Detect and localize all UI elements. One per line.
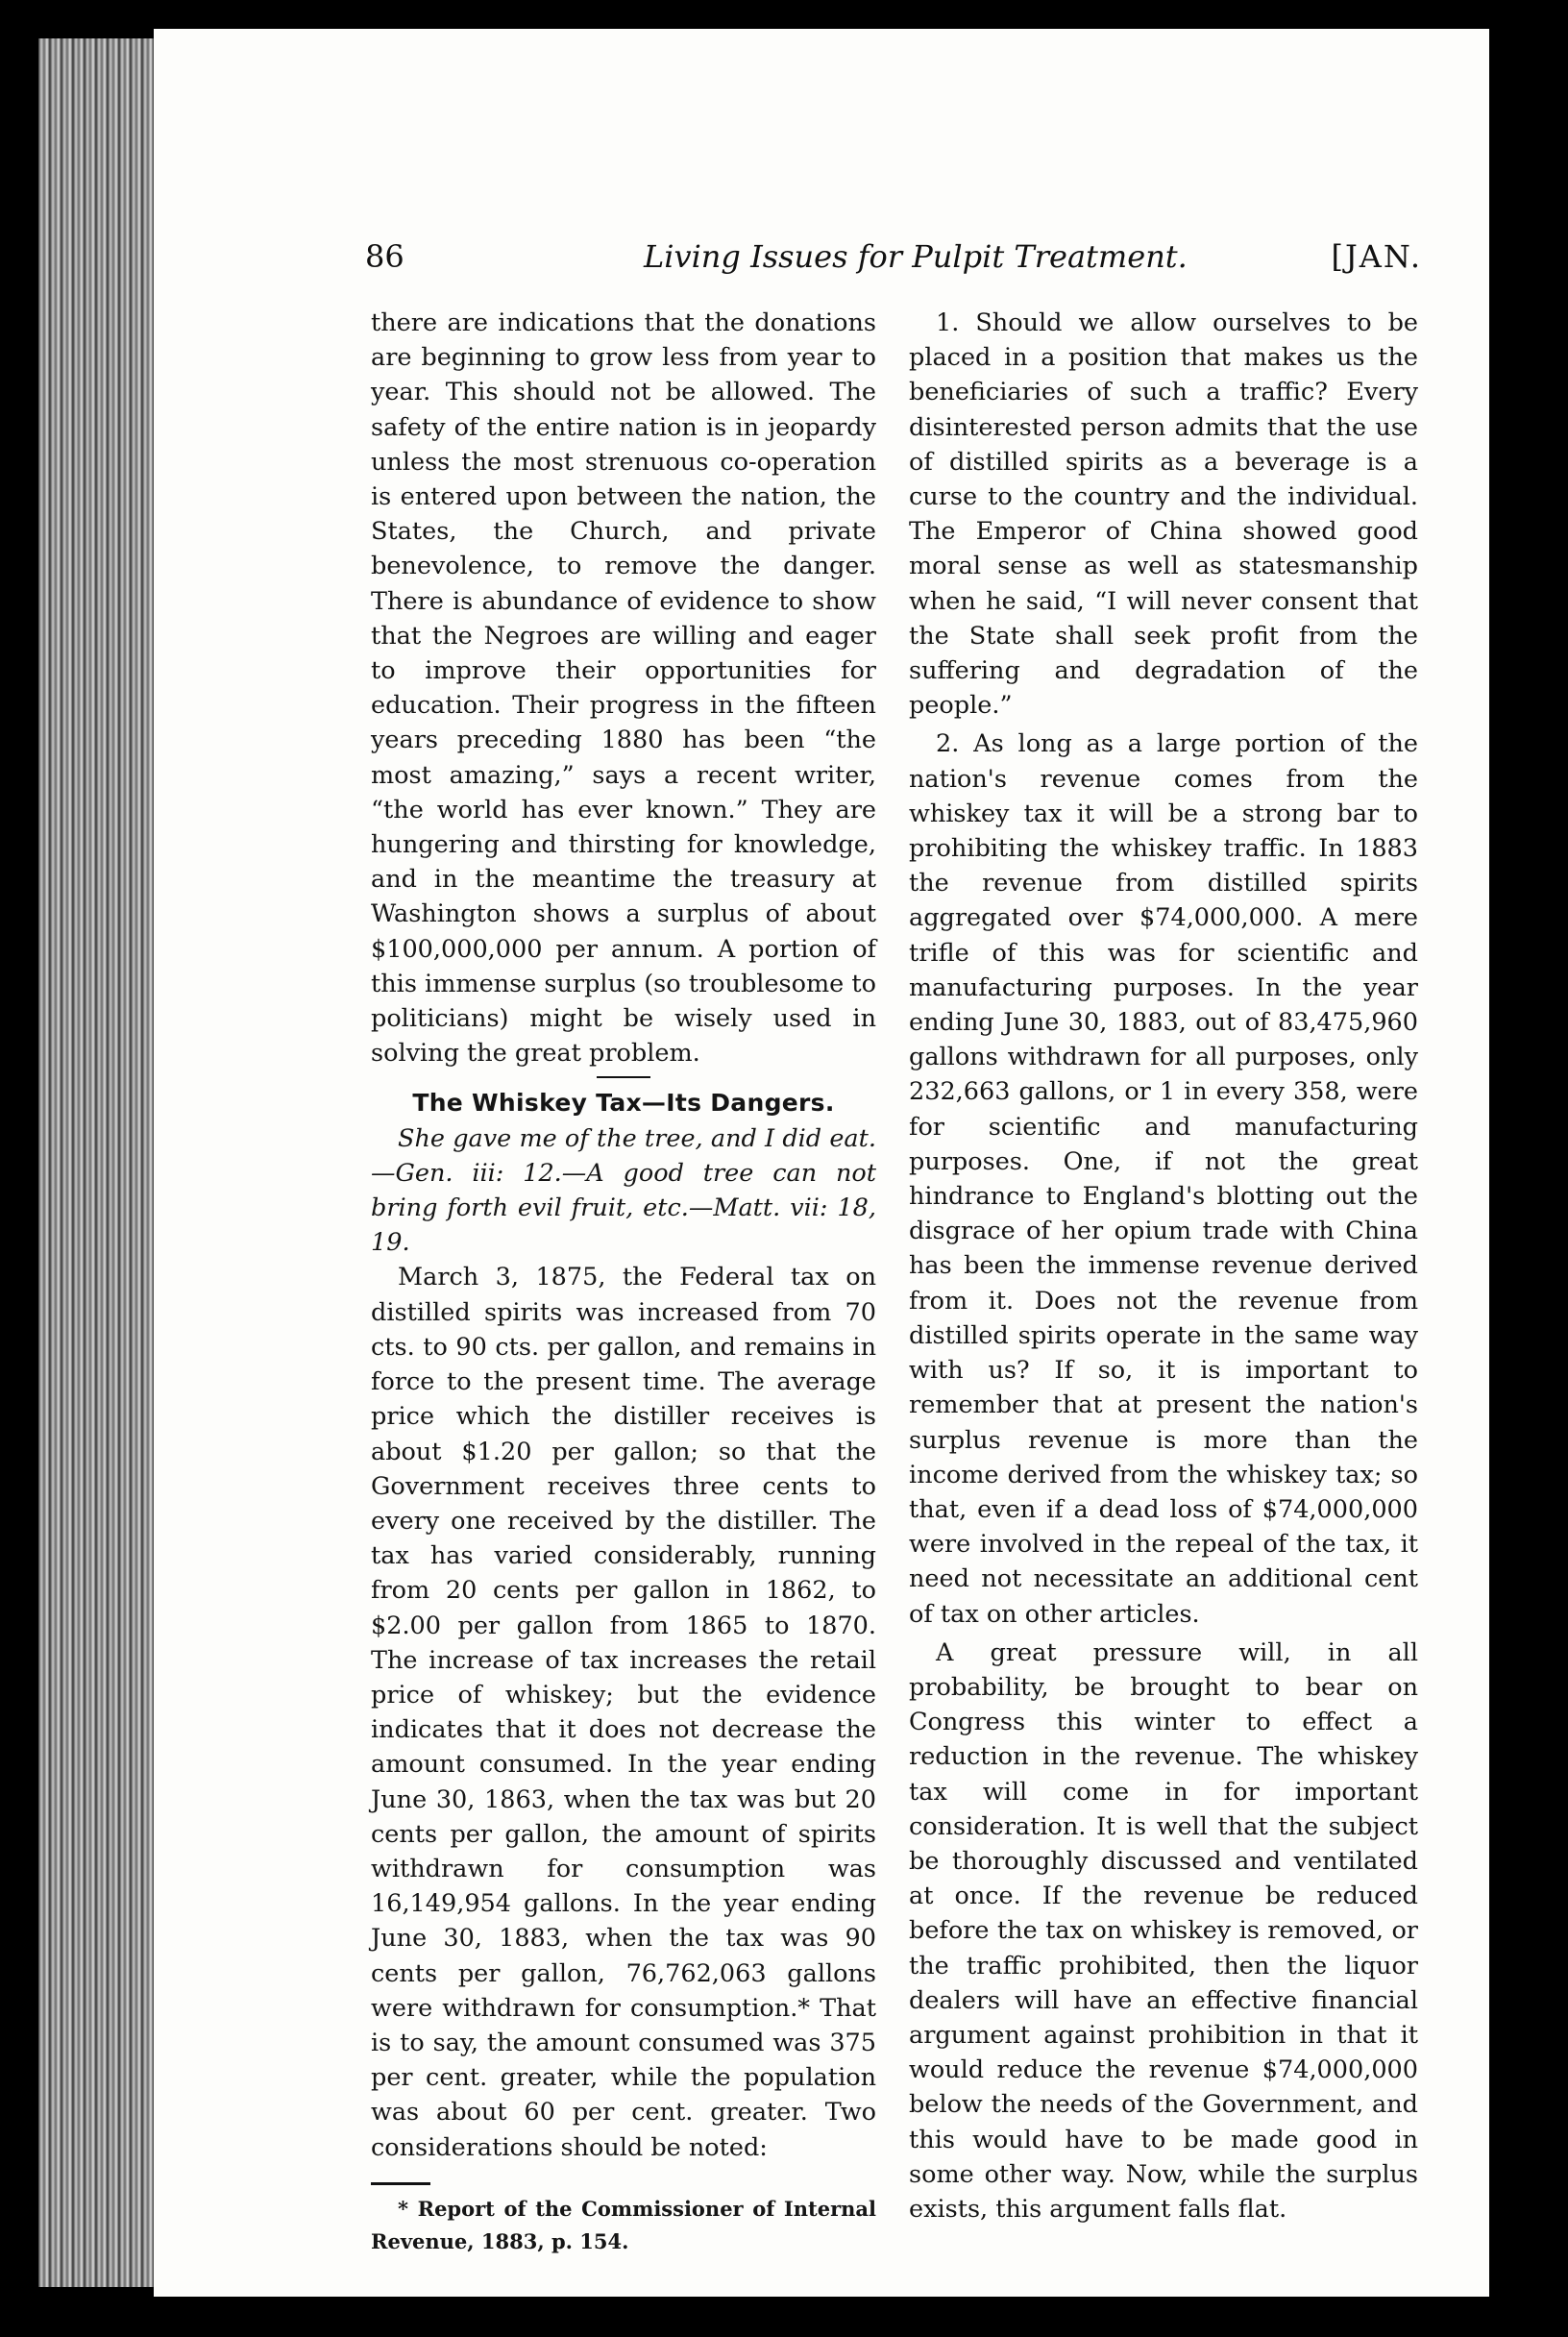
footnote: * Report of the Commissioner of Internal Revenue, 1883, p. 154. [371, 2196, 876, 2253]
right-column [909, 306, 1418, 2226]
section-divider [597, 1076, 650, 1078]
paragraph: there are indications that the donations are beginning to grow less from year to year. This should not be allowed. The safety of the entire nation is in jeopardy unless the most strenuous co-operation is entered upon between the nation, the States, the Church, and private benevolence, to remove the danger. There is abundance of evidence to show that the Negroes are willing and eager to improve their opportunities for education. Their progress in the fifteen years preceding 1880 has been “the most amazing,” says a recent writer, “the world has ever known.” They are hungering and thirsting for knowledge, and in the meantime the treasury at Washington shows a surplus of about $100,000,000 per annum. A portion of this immense surplus (so troublesome to politicians) might be wisely used in solving the great problem. [371, 308, 876, 1069]
paragraph: 1. Should we allow ourselves to be placed in a position that makes us the beneficiaries of such a traffic? Every disinterested person admits that the use of distilled spirits as a beverage is a curse to the country and the individual. The Emperor of China showed good moral sense as well as statesmanship when he said, “I will never consent that the State shall seek profit from the suffering and degradation of the people.” [909, 308, 1418, 721]
paragraph: March 3, 1875, the Federal tax on distilled spirits was increased from 70 cts. to 90 cts. per gallon, and remains in force to the present time. The average price which the distiller receives is about $1.20 per gallon; so that the Government receives three cents to every one received by the distiller. The tax has varied considerably, running from 20 cents per gallon in 1862, to $2.00 per gallon from 1865 to 1870. The increase of tax increases the retail price of whiskey; but the evidence indicates that it does not decrease the amount consumed. In the year ending June 30, 1863, when the tax was but 20 cents per gallon, the amount of spirits withdrawn for consumption was 16,149,954 gallons. In the year ending June 30, 1883, when the tax was 90 cents per gallon, 76,762,063 gallons were withdrawn for consumption.* That is to say, the amount consumed was 375 per cent. greater, while the population was about 60 per cent. greater. Two considerations should be noted: [371, 1263, 876, 2162]
page-number: 86 [365, 238, 404, 275]
paragraph: A great pressure will, in all probability, be brought to bear on Congress this winter to effect a reduction in the revenue. The whiskey tax will come in for important consideration. It is well that the subject be thoroughly discussed and ventilated at once. If the revenue be reduced before the tax on whiskey is removed, or the traffic prohibited, then the liquor dealers will have an effective financial argument against prohibition in that it would reduce the revenue $74,000,000 below the needs of the Government, and this would have to be made good in some other way. Now, while the surplus exists, this argument falls flat. [909, 1637, 1418, 2224]
running-title: Living Issues for Pulpit Treatment. [644, 238, 1188, 275]
paragraph: 2. As long as a large portion of the nation's revenue comes from the whiskey tax it will be a strong bar to prohibiting the whiskey traffic. In 1883 the revenue from distilled spirits aggregated over $74,000,000. A mere trifle of this was for scientific and manufacturing purposes. In the year ending June 30, 1883, out of 83,475,960 gallons withdrawn for all purposes, only 232,663 gallons, or 1 in every 358, were for scientific and manufacturing purposes. One, if not the great hindrance to England's blotting out the disgrace of her opium trade with China has been the immense revenue derived from it. Does not the revenue from distilled spirits operate in the same way with us? If so, it is important to remember that at present the nation's surplus revenue is more than the income derived from the whiskey tax; so that, even if a dead loss of $74,000,000 were involved in the repeal of the tax, it need not necessitate an additional cent of tax on other articles. [909, 729, 1418, 1629]
running-header [365, 238, 1422, 286]
issue-month: [JAN. [1331, 238, 1422, 275]
left-column [371, 306, 876, 2258]
footnote-rule [371, 2182, 430, 2185]
section-heading: The Whiskey Tax—Its Dangers. [412, 1089, 835, 1118]
epigraph: She gave me of the tree, and I did eat.—Gen. iii: 12.—A good tree can not bring forth evil fruit, etc.—Matt. vii: 18, 19. [371, 1123, 876, 1258]
book-spine-edge [38, 38, 154, 2287]
